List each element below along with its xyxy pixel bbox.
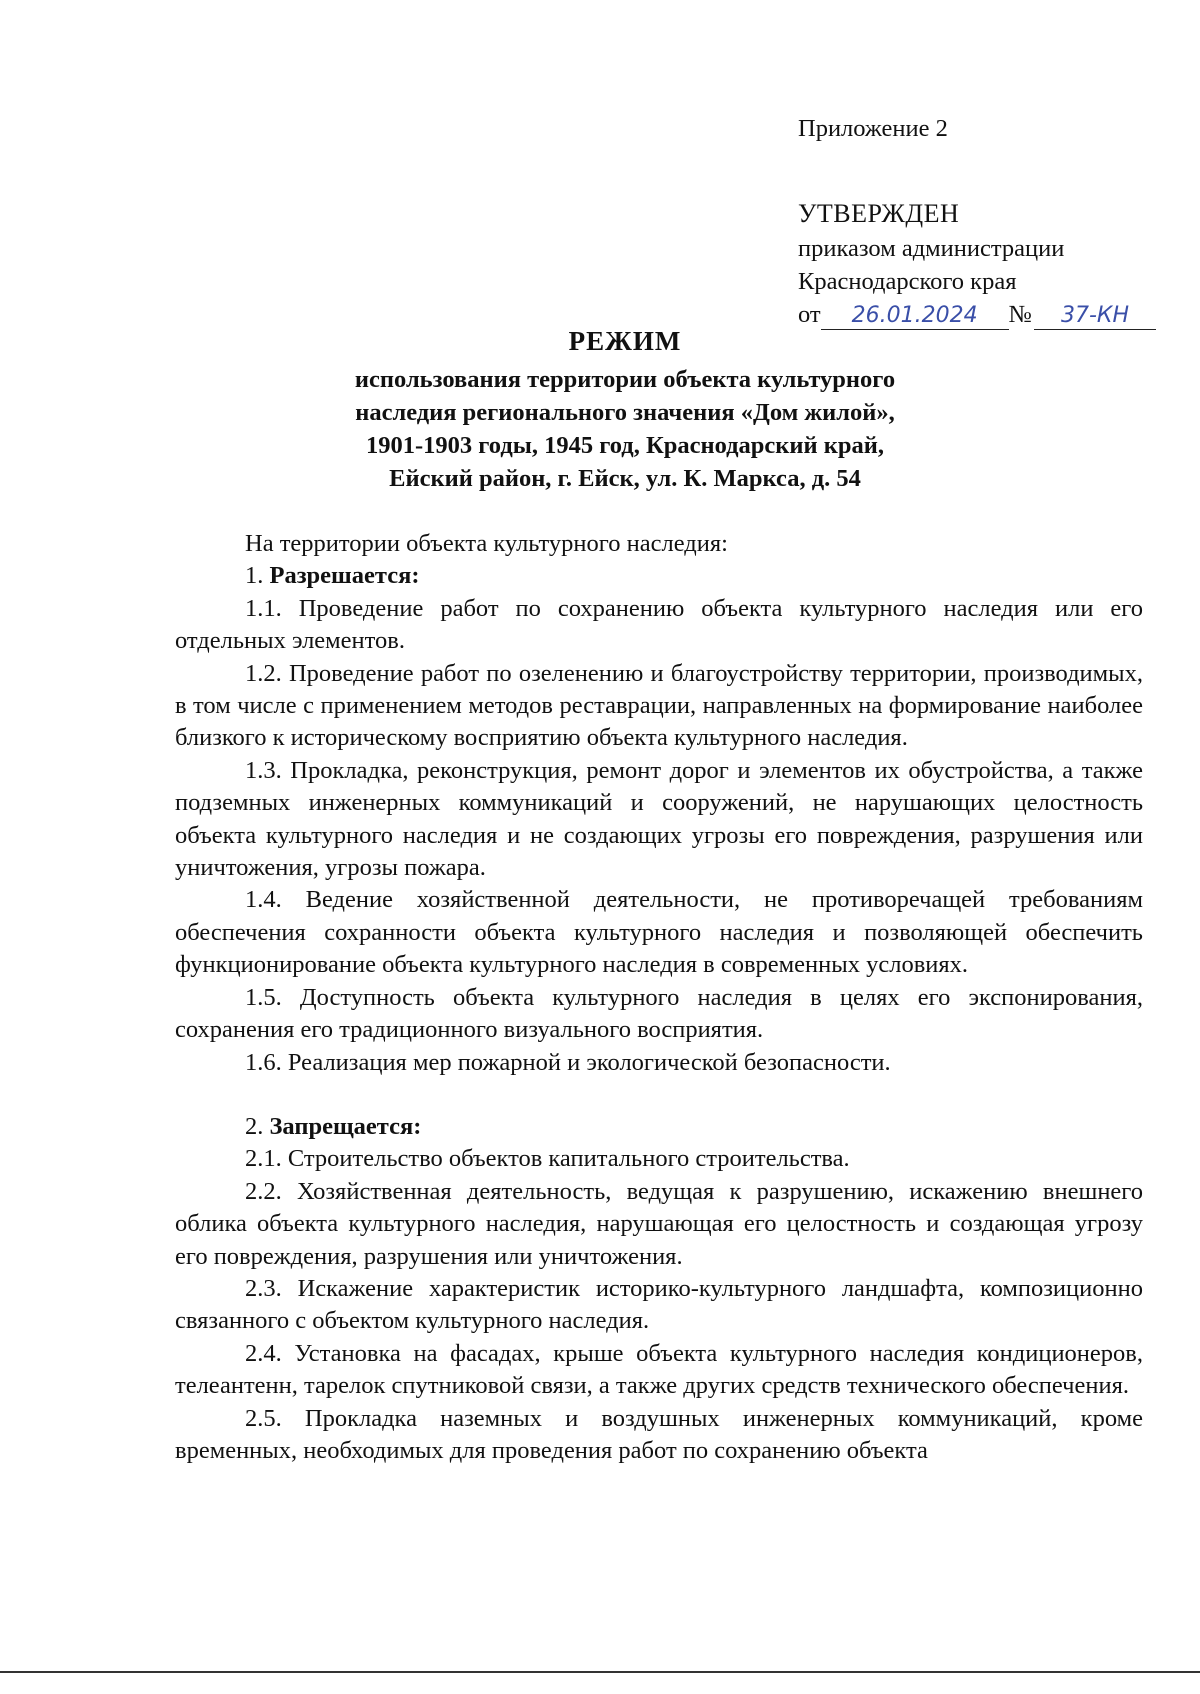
section-1-heading [175,560,1143,592]
section-2-number: 2. [245,1112,270,1140]
title-line-4: Ейский район, г. Ейск, ул. К. Маркса, д. 54 [389,465,861,492]
item-2-5: 2.5. Прокладка наземных и воздушных инженерных коммуникаций, кроме временных, необходимых для проведения работ по сохранению объекта [175,1404,1143,1464]
document-body [175,528,1143,1467]
item-1-3: 1.3. Прокладка, реконструкция, ремонт дорог и элементов их обустройства, а также подземных инженерных коммуникаций и сооружений, не нарушающих целостность объекта культурного наследия и не создающих угрозы его повреждения, разрушения или уничтожения, угрозы пожара. [175,756,1143,882]
item-2-1: 2.1. Строительство объектов капитального строительства. [245,1145,850,1173]
handwritten-number: 37-КН [1034,303,1156,330]
title-main: РЕЖИМ [568,326,682,356]
section-2-heading [175,1111,1143,1143]
handwritten-date: 26.01.2024 [821,303,1009,330]
item-1-2: 1.2. Проведение работ по озеленению и благоустройству территории, производимых, в том числе с применением методов реставрации, направленных на формирование наиболее близкого к историческому восприятию объекта культурного наследия. [175,659,1143,752]
section-1-number: 1. [245,562,270,590]
item-2-3: 2.3. Искажение характеристик историко-культурного ландшафта, композиционно связанного с объектом культурного наследия. [175,1274,1143,1335]
approval-line-1: приказом администрации [798,235,1065,262]
page-bottom-rule [0,1671,1200,1673]
item-2-4: 2.4. Установка на фасадах, крыше объекта культурного наследия кондиционеров, телеантенн, тарелок спутниковой связи, а также других средств технического обеспечения. [175,1339,1143,1400]
number-prefix: № [1008,301,1033,328]
document-title [175,323,1075,495]
title-line-2: наследия регионального значения «Дом жилой», [355,399,895,426]
section-2-title: Запрещается: [269,1112,422,1140]
approval-line-2: Краснодарского края [798,268,1017,295]
item-1-4: 1.4. Ведение хозяйственной деятельности, не противоречащей требованиям обеспечения сохранности объекта культурного наследия и позволяющей обеспечить функционирование объекта культурного наследия в современных условиях. [175,886,1143,979]
annex-label: Приложение 2 [798,115,948,142]
item-1-6: 1.6. Реализация мер пожарной и экологической безопасности. [245,1048,891,1076]
section-1-title: Разрешается: [269,562,420,590]
date-prefix: от [798,301,821,328]
approved-label: УТВЕРЖДЕН [798,199,960,228]
intro-paragraph: На территории объекта культурного наследия: [245,530,728,557]
title-line-3: 1901-1903 годы, 1945 год, Краснодарский край, [366,432,884,459]
approval-block [798,112,1156,331]
title-line-1: использования территории объекта культурного [354,366,896,393]
item-2-2: 2.2. Хозяйственная деятельность, ведущая к разрушению, искажению внешнего облика объекта культурного наследия, нарушающая его целостность и создающая угрозу его повреждения, разрушения или уничтожения. [175,1177,1143,1270]
item-1-1: 1.1. Проведение работ по сохранению объекта культурного наследия или его отдельных элементов. [175,594,1143,655]
item-1-5: 1.5. Доступность объекта культурного наследия в целях его экспонирования, сохранения его традиционного визуального восприятия. [175,983,1143,1044]
